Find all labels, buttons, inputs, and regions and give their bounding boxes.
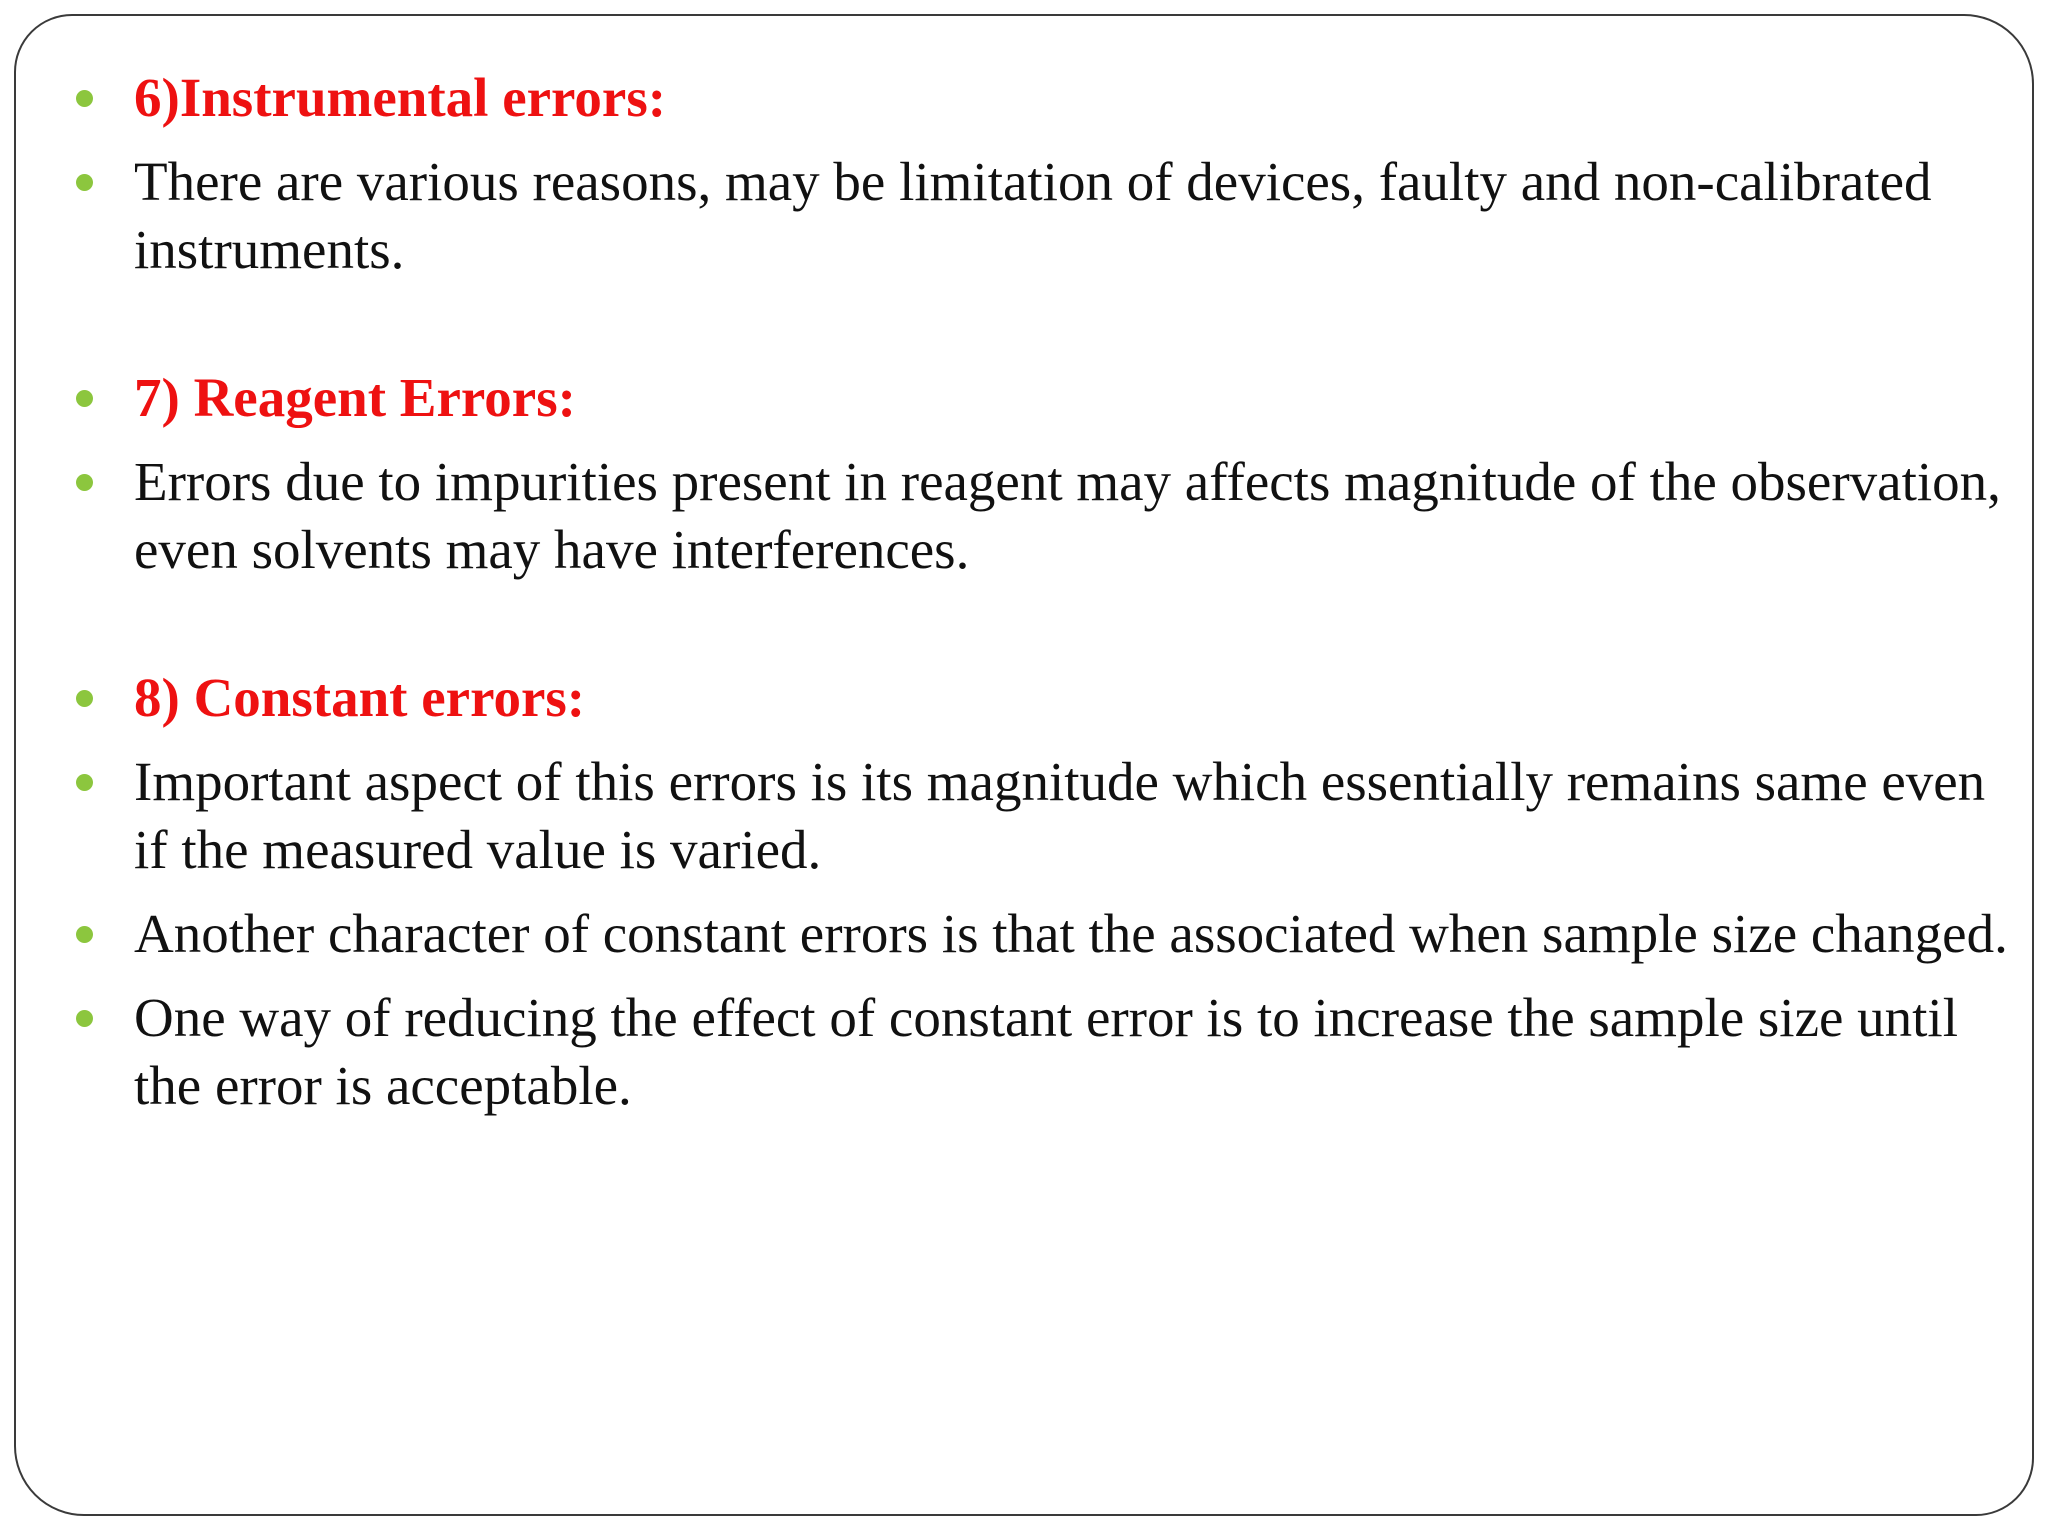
- green-bullet-icon: [76, 774, 93, 791]
- point-text: Another character of constant errors is that the associated when sample size changed.: [134, 903, 2008, 964]
- green-bullet-icon: [76, 390, 93, 407]
- bullet-heading-constant-errors: [70, 664, 2010, 732]
- point-text: Important aspect of this errors is its magnitude which essentially remains same even if the measured value is varied.: [134, 751, 1986, 880]
- slide-content: [70, 64, 2010, 1120]
- point-text: Errors due to impurities present in reagent may affects magnitude of the observation, even solvents may have interferences.: [134, 451, 2001, 580]
- green-bullet-icon: [76, 174, 93, 191]
- bullet-point-reagent-impurities: [70, 448, 2010, 584]
- green-bullet-icon: [76, 90, 93, 107]
- bullet-point-constant-magnitude: [70, 748, 2010, 884]
- bullet-heading-reagent-errors: [70, 364, 2010, 432]
- green-bullet-icon: [76, 926, 93, 943]
- heading-text: 8) Constant errors:: [134, 667, 586, 728]
- bullet-heading-instrumental-errors: [70, 64, 2010, 132]
- bullet-point-instrumental-reasons: [70, 148, 2010, 284]
- point-text: One way of reducing the effect of constant error is to increase the sample size until the error is acceptable.: [134, 987, 1958, 1116]
- heading-text: 6)Instrumental errors:: [134, 67, 667, 128]
- bullet-point-constant-reducing-effect: [70, 984, 2010, 1120]
- green-bullet-icon: [76, 1010, 93, 1027]
- green-bullet-icon: [76, 474, 93, 491]
- heading-text: 7) Reagent Errors:: [134, 367, 576, 428]
- point-text: There are various reasons, may be limitation of devices, faulty and non-calibrated instruments.: [134, 151, 1932, 280]
- bullet-point-constant-sample-size: [70, 900, 2010, 968]
- green-bullet-icon: [76, 690, 93, 707]
